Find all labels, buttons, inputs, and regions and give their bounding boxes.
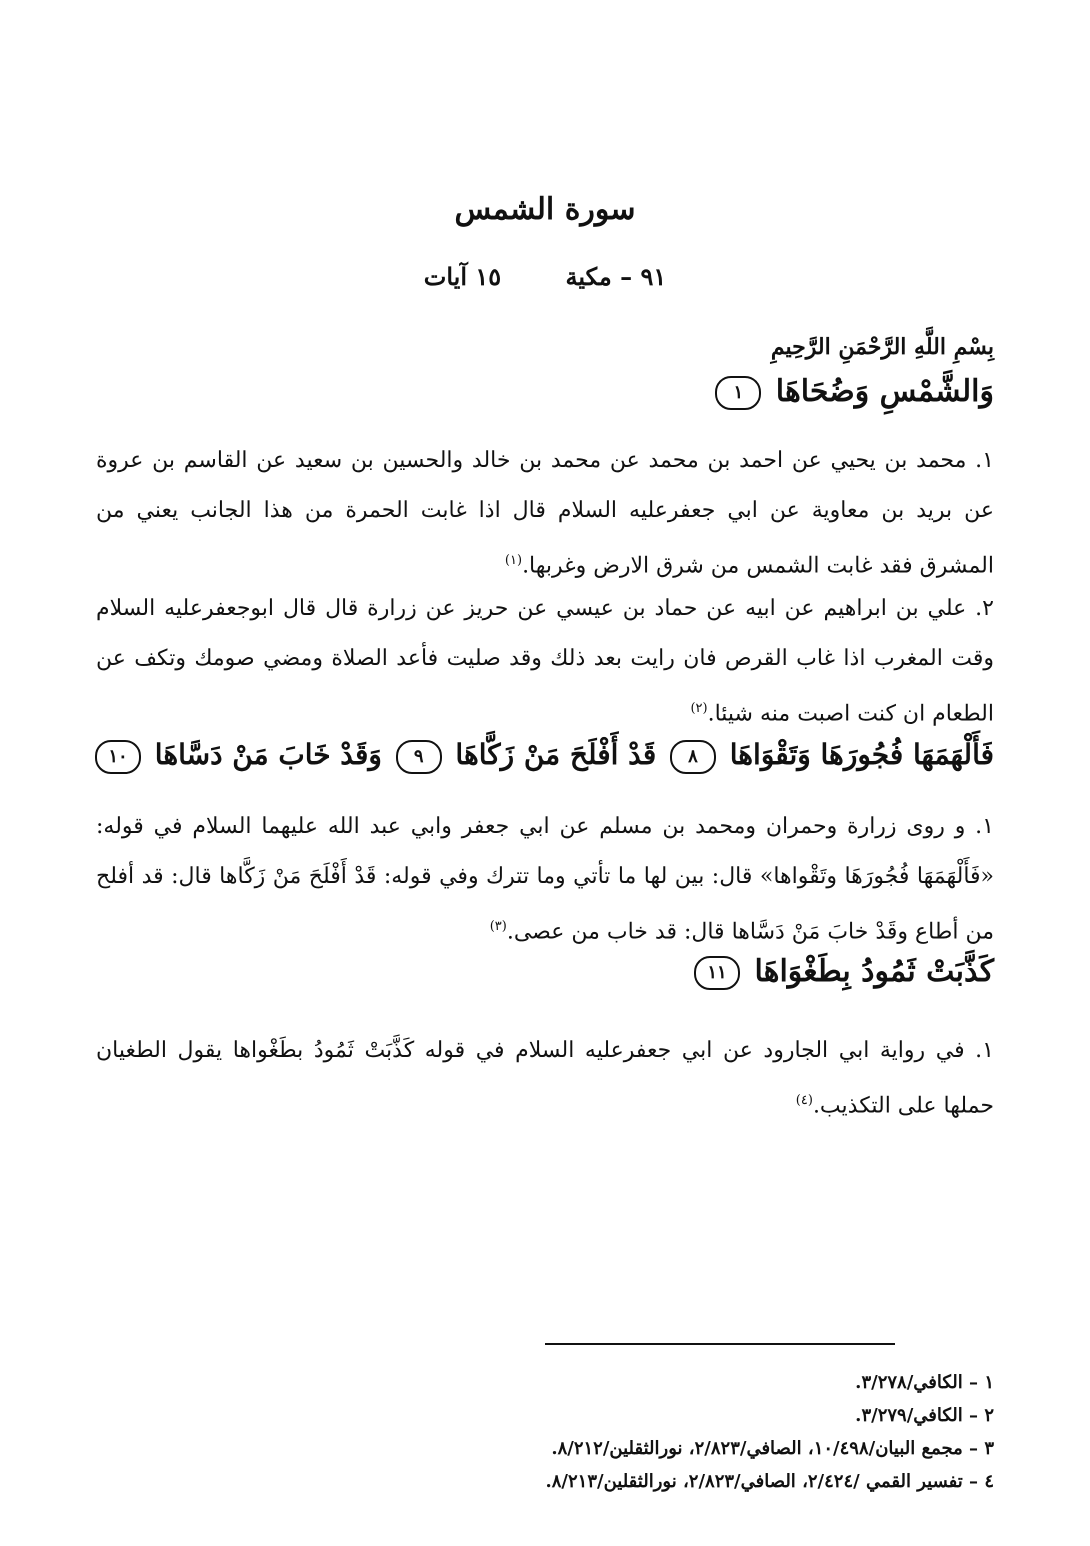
- verse-text: فَأَلْهَمَهَا فُجُورَهَا وَتَقْوَاهَا: [729, 738, 994, 771]
- commentary-paragraph: ١. محمد بن يحيي عن احمد بن محمد عن محمد بن خالد والحسين بن سعيد عن القاسم بن عروة عن بريد بن معاوية عن ابي جعفرعليه السلام قال اذا غابت الحمرة من هذا الجانب يعني من المشرق فقد غابت الشمس من شرق الارض وغربها.$^{(١)}$: [96, 448, 994, 579]
- footnote-divider: [545, 1343, 895, 1345]
- footnote-ref: (١): [504, 553, 523, 568]
- ayah-number-marker: ٩: [396, 740, 442, 774]
- surah-meta: [96, 262, 994, 291]
- verse-text: كَذَّبَتْ ثَمُودُ بِطَغْوَاهَا: [754, 954, 994, 989]
- footnote-item: ١ – الكافي/٣/٢٧٨.: [855, 1372, 994, 1393]
- surah-number-type: ٩١ – مكية: [565, 262, 667, 291]
- verse-text: قَدْ أَفْلَحَ مَنْ زَكَّاهَا: [455, 738, 657, 771]
- commentary-paragraph: ١. و روى زرارة وحمران ومحمد بن مسلم عن ابي جعفر وابي عبد الله عليهما السلام في قوله: «فَأَلْهَمَهَا فُجُورَهَا وتَقْواها» قال: بين لها ما تأتي وما تترك وفي قوله: قَدْ أَفْلَحَ مَنْ زَكَّاها قال: قد أفلح من أطاع وقَدْ خابَ مَنْ دَسَّاها قال: قد خاب من عصى.$^{(٣)}$: [96, 814, 994, 945]
- surah-ayat-count: ١٥ آيات: [423, 262, 502, 291]
- footnote-item: ٢ – الكافي/٣/٢٧٩.: [855, 1405, 994, 1426]
- ayah-number-marker: ٨: [670, 740, 716, 774]
- commentary-paragraph: ٢. علي بن ابراهيم عن ابيه عن حماد بن عيسي عن حريز عن زرارة قال قال ابوجعفرعليه السلام وقت المغرب اذا غاب القرص فان رايت بعد ذلك وقد صليت فأعد الصلاة ومضي صومك وتكف عن الطعام ان كنت اصبت منه شيئا.$^{(٢)}$: [96, 596, 994, 727]
- footnote-item: ٤ – تفسير القمي /٢/٤٢٤، الصافي/٢/٨٢٣، نورالثقلين/٨/٢١٣.: [545, 1471, 994, 1492]
- footnote-ref: (٢): [690, 701, 708, 716]
- commentary-paragraph: ١. في رواية ابي الجارود عن ابي جعفرعليه السلام في قوله كَذَّبَتْ ثَمُودُ بطَغْواها يقول الطغيان حملها على التكذيب.$^{(٤)}$: [96, 1038, 994, 1119]
- ayah-number-marker: ١٠: [95, 740, 141, 774]
- ayah-number-marker: ١١: [694, 956, 740, 990]
- verses-8-10: [96, 738, 994, 774]
- ayah-number-marker: ١: [715, 376, 761, 410]
- verse-text: وَقَدْ خَابَ مَنْ دَسَّاهَا: [154, 738, 382, 771]
- footnote-ref: (٤): [795, 1093, 813, 1108]
- basmala: بِسْمِ اللَّهِ الرَّحْمَنِ الرَّحِيمِ: [770, 334, 994, 360]
- footnote-ref: (٣): [489, 919, 507, 934]
- verse-text: وَالشَّمْسِ وَضُحَاهَا: [775, 374, 994, 409]
- verse-1: [96, 374, 994, 410]
- page-body: [96, 0, 994, 1546]
- verse-11: [96, 954, 994, 990]
- surah-title: سورة الشمس: [454, 192, 636, 227]
- footnote-item: ٣ – مجمع البيان/١٠/٤٩٨، الصافي/٢/٨٢٣، نورالثقلين/٨/٢١٢.: [551, 1438, 994, 1459]
